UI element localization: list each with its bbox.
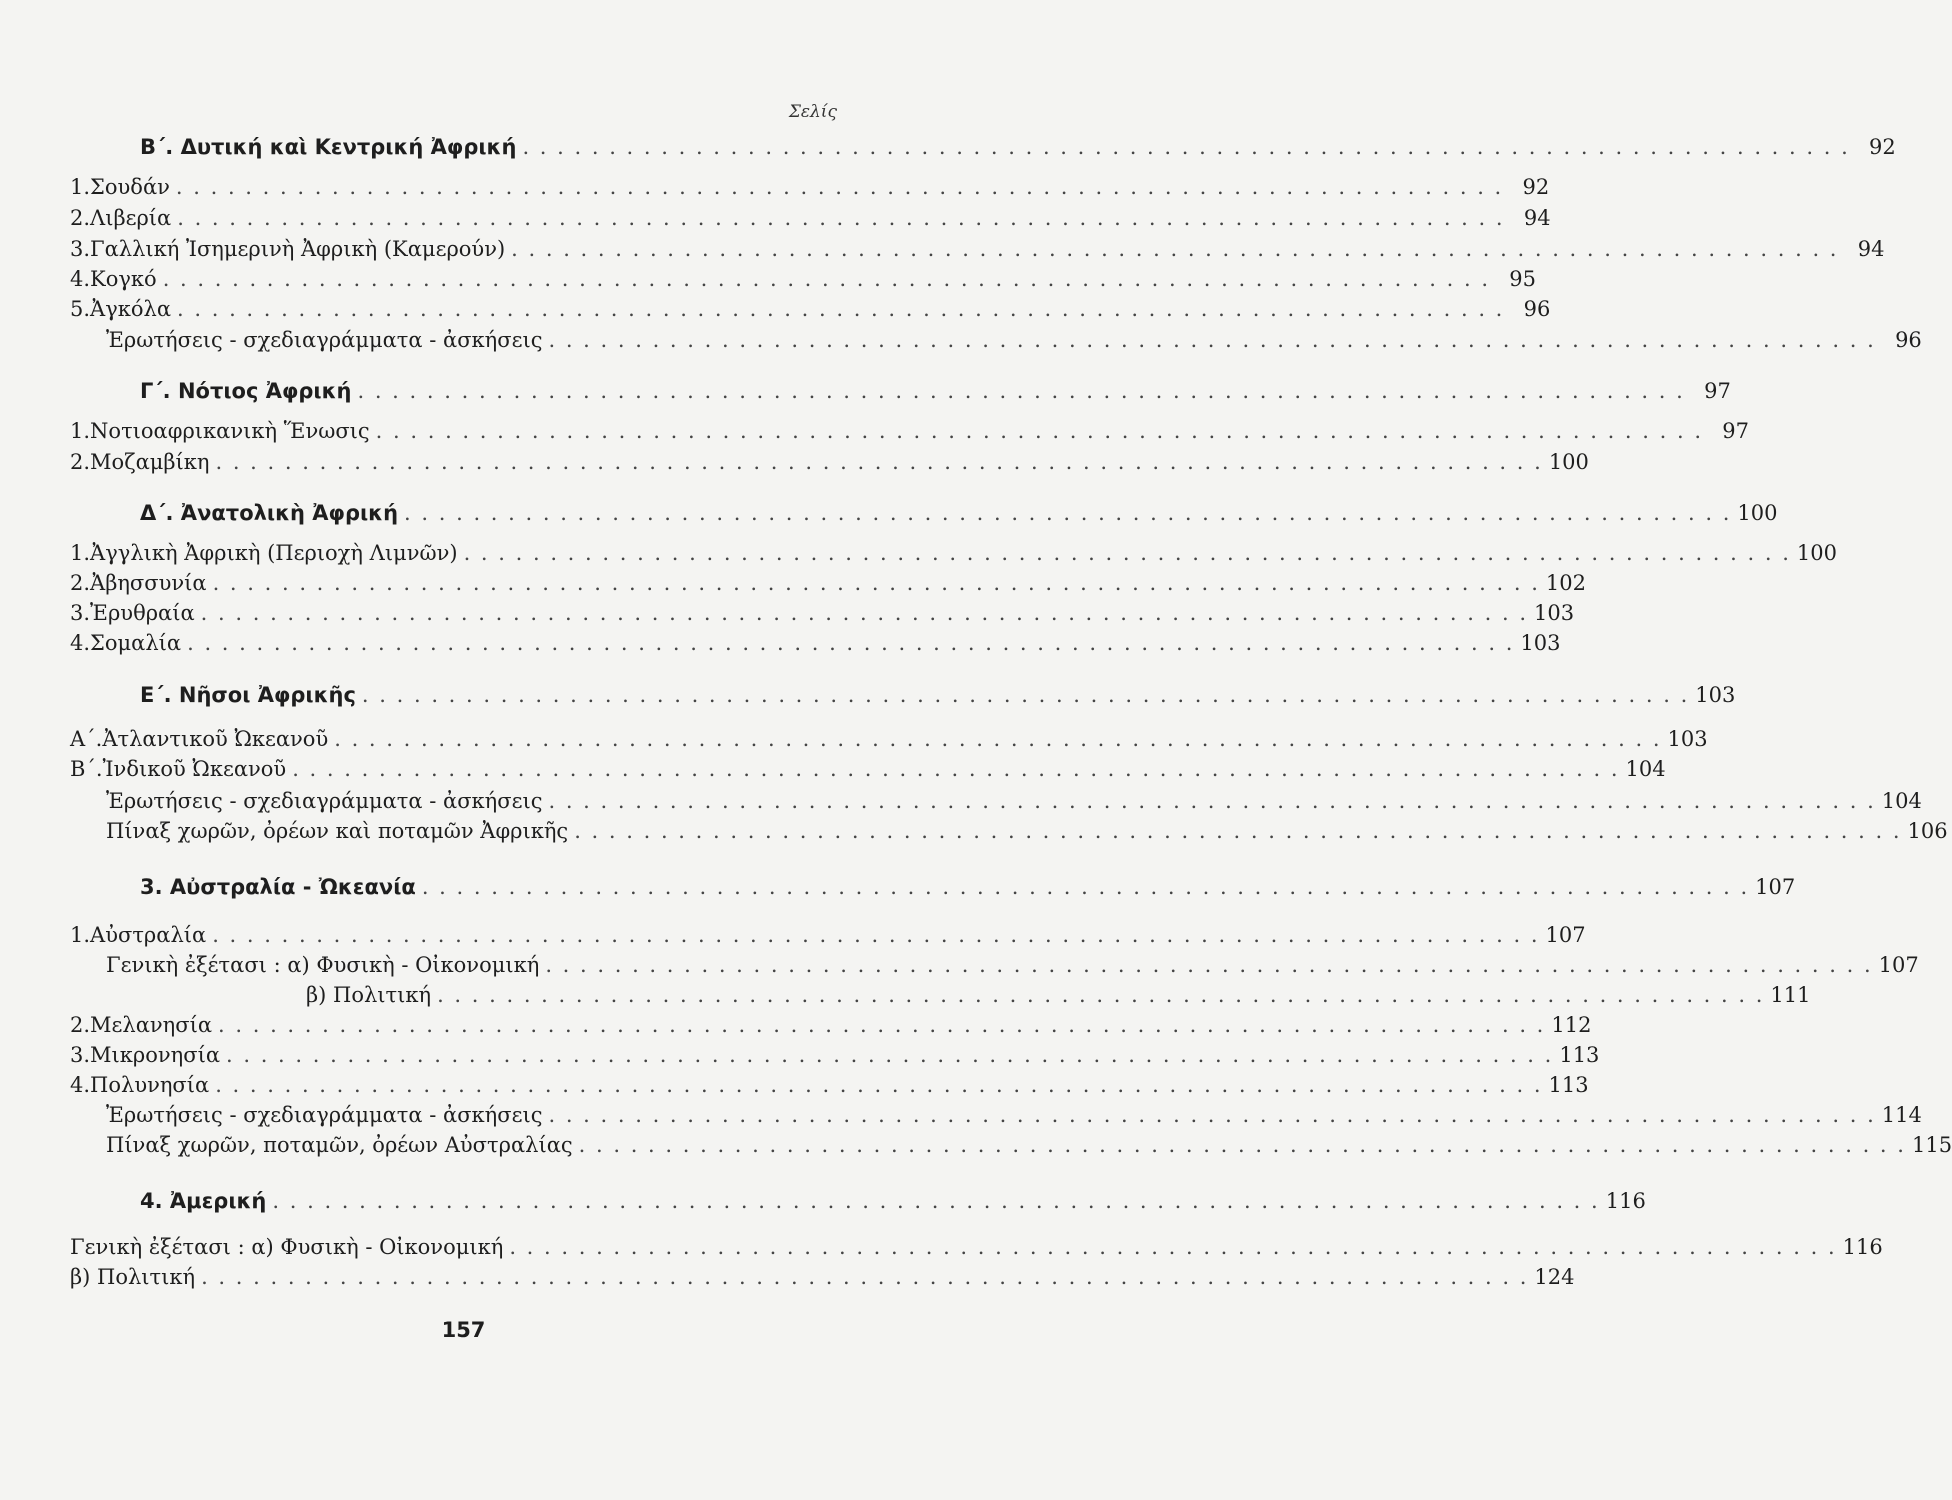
entry-label: Πίναξ χωρῶν, ποταμῶν, ὀρέων Αὐστραλίας — [106, 1133, 573, 1157]
leader-dots — [171, 203, 1510, 233]
entry-number: 1. — [70, 175, 91, 199]
entry-page: 111 — [1770, 983, 1811, 1007]
entry-label: Μοζαμβίκη — [90, 450, 210, 474]
leader-dots — [195, 1262, 1534, 1292]
entry-page: 113 — [1559, 1043, 1600, 1067]
section-page: 97 — [1704, 379, 1731, 403]
entry-label: Ἀγκόλα — [90, 297, 172, 321]
leader-dots — [209, 1070, 1548, 1100]
entry-number: Α΄. — [70, 727, 103, 751]
toc-section-heading — [70, 680, 1736, 710]
entry-label: Μικρονησία — [90, 1043, 220, 1067]
leader-dots — [356, 680, 1695, 710]
toc-entry — [70, 294, 1551, 324]
leader-dots — [542, 325, 1881, 355]
entry-number: 5. — [70, 297, 91, 321]
section-page: 107 — [1755, 875, 1796, 899]
entry-page: 113 — [1548, 1073, 1589, 1097]
entry-page: 97 — [1722, 419, 1749, 443]
entry-number: 3. — [70, 1043, 91, 1067]
toc-entry — [70, 447, 1589, 477]
entry-page: 107 — [1545, 923, 1586, 947]
toc-entry — [70, 416, 1749, 446]
section-page: 92 — [1869, 135, 1896, 159]
toc-entry — [70, 172, 1550, 202]
entry-page: 107 — [1878, 953, 1919, 977]
toc-entry — [70, 1070, 1589, 1100]
toc-entry — [70, 1100, 1922, 1130]
section-title: Δ΄. Ἀνατολικὴ Ἀφρική — [140, 501, 399, 525]
section-title: Γ΄. Νότιος Ἀφρική — [140, 379, 352, 403]
leader-dots — [286, 754, 1625, 784]
entry-number: Β΄. — [70, 757, 103, 781]
leader-dots — [266, 1186, 1605, 1216]
leader-dots — [398, 498, 1737, 528]
entry-label: Ἐρωτήσεις - σχεδιαγράμματα - ἀσκήσεις — [106, 328, 543, 352]
leader-dots — [209, 447, 1548, 477]
leader-dots — [542, 1100, 1881, 1130]
entry-page: 95 — [1509, 267, 1537, 291]
entry-page: 103 — [1667, 727, 1708, 751]
section-page: 103 — [1695, 683, 1736, 707]
toc-entry — [70, 1010, 1592, 1040]
toc-entry — [70, 1130, 1952, 1160]
entry-page: 106 — [1907, 819, 1948, 843]
entry-page: 100 — [1548, 450, 1589, 474]
section-title: 4. Ἀμερική — [140, 1189, 267, 1213]
toc-entry — [70, 1040, 1600, 1070]
toc-entry — [70, 950, 1919, 980]
entry-label: Ἐρωτήσεις - σχεδιαγράμματα - ἀσκήσεις — [106, 1103, 543, 1127]
entry-label: Γαλλική Ἰσημερινὴ Ἀφρικὴ (Καμερούν) — [90, 237, 506, 261]
entry-page: 115 — [1911, 1133, 1952, 1157]
leader-dots — [220, 1040, 1559, 1070]
leader-dots — [206, 920, 1545, 950]
entry-page: 103 — [1534, 601, 1575, 625]
entry-number: 1. — [70, 419, 91, 443]
entry-number: 2. — [70, 206, 91, 230]
entry-page: 114 — [1881, 1103, 1922, 1127]
leader-dots — [539, 950, 1878, 980]
entry-number: 2. — [70, 571, 91, 595]
entry-page: 104 — [1881, 789, 1922, 813]
leader-dots — [505, 234, 1844, 264]
entry-label: Μελανησία — [90, 1013, 213, 1037]
leader-dots — [181, 628, 1520, 658]
leader-dots — [370, 416, 1709, 446]
entry-label: Πολυνησία — [90, 1073, 210, 1097]
toc-entry — [70, 920, 1586, 950]
leader-dots — [212, 1010, 1551, 1040]
leader-dots — [568, 816, 1907, 846]
toc-entry — [70, 203, 1551, 233]
entry-label: Σομαλία — [90, 631, 182, 655]
toc-entry — [70, 598, 1575, 628]
section-title: Ε΄. Νῆσοι Ἀφρικῆς — [140, 683, 356, 707]
entry-page: 116 — [1842, 1235, 1883, 1259]
section-page: 100 — [1737, 501, 1778, 525]
toc-entry — [70, 754, 1666, 784]
section-page: 116 — [1605, 1189, 1646, 1213]
toc-entry — [70, 980, 1811, 1010]
entry-number: 2. — [70, 450, 91, 474]
entry-label: Ἰνδικοῦ Ὠκεανοῦ — [102, 757, 287, 781]
entry-label: Γενικὴ ἐξέτασι : α) Φυσικὴ - Οἰκονομική — [70, 1235, 504, 1259]
toc-entry — [70, 325, 1922, 355]
leader-dots — [503, 1232, 1842, 1262]
leader-dots — [207, 568, 1546, 598]
leader-dots — [157, 264, 1496, 294]
toc-entry — [70, 724, 1708, 754]
entry-page: 100 — [1796, 541, 1837, 565]
leader-dots — [328, 724, 1667, 754]
toc-section-heading — [70, 498, 1778, 528]
toc-entry — [70, 1232, 1883, 1262]
entry-number: 4. — [70, 1073, 91, 1097]
entry-number: 4. — [70, 267, 91, 291]
entry-label: Πίναξ χωρῶν, ὀρέων καὶ ποταμῶν Ἀφρικῆς — [106, 819, 569, 843]
leader-dots — [351, 376, 1690, 406]
entry-number: 3. — [70, 237, 91, 261]
entry-label: Ἐρωτήσεις - σχεδιαγράμματα - ἀσκήσεις — [106, 789, 543, 813]
leader-dots — [170, 172, 1509, 202]
section-title: Β΄. Δυτική καὶ Κεντρική Ἀφρική — [140, 135, 517, 159]
entry-label: Γενικὴ ἐξέτασι : α) Φυσικὴ - Οἰκονομική — [106, 953, 540, 977]
toc-section-heading — [70, 132, 1896, 162]
leader-dots — [542, 786, 1881, 816]
leader-dots — [573, 1130, 1912, 1160]
toc-entry — [70, 786, 1922, 816]
entry-page: 94 — [1523, 206, 1551, 230]
toc-entry — [70, 234, 1885, 264]
leader-dots — [195, 598, 1534, 628]
toc-entry — [70, 538, 1837, 568]
entry-label: β) Πολιτική — [306, 983, 432, 1007]
entry-label: Ἀγγλικὴ Ἀφρικὴ (Περιοχὴ Λιμνῶν) — [90, 541, 458, 565]
entry-label: Ἀτλαντικοῦ Ὠκεανοῦ — [102, 727, 329, 751]
leader-dots — [516, 132, 1855, 162]
entry-number: 4. — [70, 631, 91, 655]
entry-label: Ἀβησσυνία — [90, 571, 207, 595]
entry-page: 96 — [1523, 297, 1551, 321]
entry-page: 92 — [1522, 175, 1550, 199]
leader-dots — [416, 872, 1755, 902]
entry-page: 124 — [1534, 1265, 1575, 1289]
entry-number: 3. — [70, 601, 91, 625]
toc-entry — [70, 568, 1586, 598]
entry-page: 94 — [1857, 237, 1885, 261]
leader-dots — [171, 294, 1510, 324]
entry-page: 104 — [1625, 757, 1666, 781]
entry-page: 96 — [1895, 328, 1922, 352]
leader-dots — [431, 980, 1770, 1010]
entry-page: 112 — [1551, 1013, 1592, 1037]
entry-label: Σουδάν — [90, 175, 170, 199]
toc-section-heading — [70, 1186, 1646, 1216]
entry-label: Νοτιοαφρικανικὴ Ἕνωσις — [90, 419, 370, 443]
entry-label: β) Πολιτική — [70, 1265, 196, 1289]
entry-label: Λιβερία — [90, 206, 172, 230]
leader-dots — [458, 538, 1797, 568]
toc-entry — [70, 264, 1537, 294]
toc-entry — [70, 816, 1948, 846]
entry-label: Αὐστραλία — [90, 923, 207, 947]
entry-label: Κογκό — [90, 267, 157, 291]
toc-section-heading — [70, 872, 1796, 902]
toc-section-heading — [70, 376, 1731, 406]
page-column-header: Σελίς — [788, 102, 837, 122]
page-number: 157 — [441, 1318, 486, 1342]
section-title: 3. Αὐστραλία - Ὠκεανία — [140, 875, 416, 899]
entry-number: 1. — [70, 923, 91, 947]
entry-page: 103 — [1520, 631, 1561, 655]
entry-label: Ἐρυθραία — [90, 601, 195, 625]
entry-number: 2. — [70, 1013, 91, 1037]
toc-entry — [70, 1262, 1575, 1292]
entry-page: 102 — [1545, 571, 1586, 595]
toc-entry — [70, 628, 1561, 658]
entry-number: 1. — [70, 541, 91, 565]
